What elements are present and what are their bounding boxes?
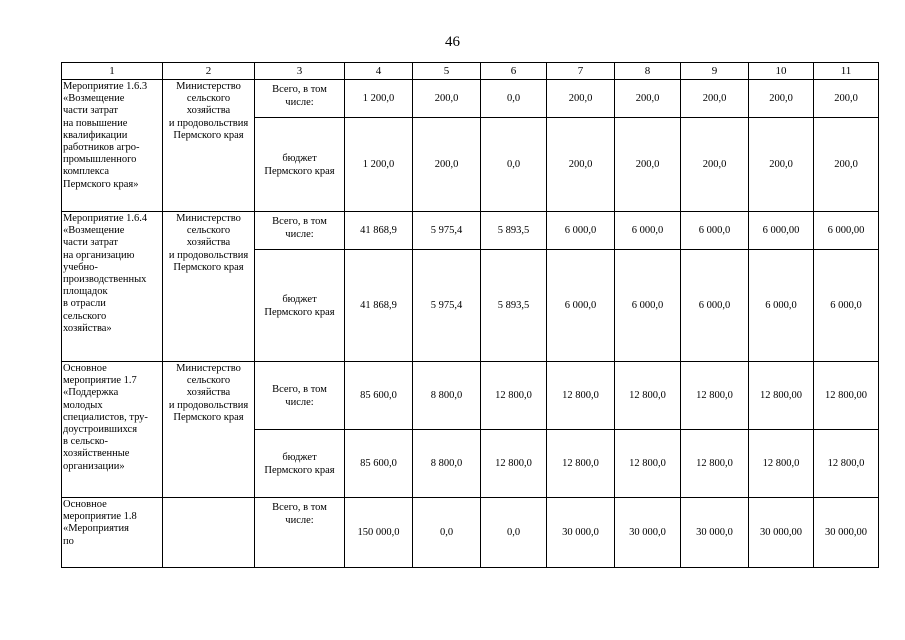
value-cell: 200,0 <box>749 118 814 212</box>
value-cell: 30 000,00 <box>814 498 879 568</box>
responsible-org-cell <box>163 498 255 568</box>
value-cell: 30 000,0 <box>547 498 615 568</box>
value-cell: 6 000,00 <box>749 212 814 250</box>
responsible-org-cell: Министерство сельского хозяйства и продовольствия Пермского края <box>163 212 255 362</box>
value-cell: 200,0 <box>681 118 749 212</box>
value-cell: 6 000,0 <box>749 250 814 362</box>
funding-source-cell: Всего, в том числе: <box>255 362 345 430</box>
value-cell: 200,0 <box>814 80 879 118</box>
value-cell: 85 600,0 <box>345 430 413 498</box>
value-cell: 200,0 <box>547 118 615 212</box>
table-row <box>62 212 879 250</box>
value-cell: 12 800,0 <box>814 430 879 498</box>
value-cell: 200,0 <box>413 80 481 118</box>
value-cell: 30 000,0 <box>615 498 681 568</box>
activity-name-cell: Основное мероприятие 1.7 «Поддержка молодых специалистов, тру- доустроившихся в сельско- хозяйственные организации» <box>62 362 163 498</box>
column-header: 1 <box>62 63 163 80</box>
column-header: 4 <box>345 63 413 80</box>
funding-source-cell: Всего, в том числе: <box>255 498 345 568</box>
value-cell: 6 000,0 <box>814 250 879 362</box>
value-cell: 150 000,0 <box>345 498 413 568</box>
funding-source-cell: бюджет Пермского края <box>255 118 345 212</box>
activity-name-cell: Основное мероприятие 1.8 «Мероприятия по <box>62 498 163 568</box>
value-cell: 8 800,0 <box>413 430 481 498</box>
value-cell: 6 000,0 <box>615 250 681 362</box>
value-cell: 200,0 <box>749 80 814 118</box>
column-header: 5 <box>413 63 481 80</box>
value-cell: 5 975,4 <box>413 250 481 362</box>
value-cell: 0,0 <box>481 80 547 118</box>
funding-source-cell: бюджет Пермского края <box>255 430 345 498</box>
value-cell: 200,0 <box>814 118 879 212</box>
column-header: 6 <box>481 63 547 80</box>
value-cell: 12 800,0 <box>615 430 681 498</box>
value-cell: 12 800,0 <box>547 430 615 498</box>
column-header: 11 <box>814 63 879 80</box>
table-row <box>62 362 879 430</box>
value-cell: 0,0 <box>481 118 547 212</box>
value-cell: 6 000,0 <box>615 212 681 250</box>
value-cell: 12 800,0 <box>681 362 749 430</box>
value-cell: 12 800,0 <box>615 362 681 430</box>
value-cell: 30 000,0 <box>681 498 749 568</box>
value-cell: 200,0 <box>413 118 481 212</box>
value-cell: 12 800,0 <box>481 430 547 498</box>
value-cell: 6 000,0 <box>547 212 615 250</box>
responsible-org-cell: Министерство сельского хозяйства и продовольствия Пермского края <box>163 80 255 212</box>
value-cell: 12 800,0 <box>681 430 749 498</box>
value-cell: 1 200,0 <box>345 118 413 212</box>
value-cell: 8 800,0 <box>413 362 481 430</box>
column-header: 2 <box>163 63 255 80</box>
value-cell: 85 600,0 <box>345 362 413 430</box>
value-cell: 6 000,0 <box>681 250 749 362</box>
value-cell: 0,0 <box>413 498 481 568</box>
value-cell: 41 868,9 <box>345 250 413 362</box>
column-header: 8 <box>615 63 681 80</box>
column-header: 10 <box>749 63 814 80</box>
value-cell: 200,0 <box>615 118 681 212</box>
value-cell: 5 975,4 <box>413 212 481 250</box>
value-cell: 6 000,0 <box>547 250 615 362</box>
column-header: 9 <box>681 63 749 80</box>
value-cell: 5 893,5 <box>481 212 547 250</box>
column-header: 7 <box>547 63 615 80</box>
activity-name-cell: Мероприятие 1.6.3 «Возмещение части затрат на повышение квалификации работников агро- промышленного комплекса Пермского края» <box>62 80 163 212</box>
value-cell: 200,0 <box>547 80 615 118</box>
value-cell: 12 800,0 <box>749 430 814 498</box>
value-cell: 12 800,00 <box>749 362 814 430</box>
activity-name-cell: Мероприятие 1.6.4 «Возмещение части затрат на организацию учебно- производственных площадок в отрасли сельского хозяйства» <box>62 212 163 362</box>
page-number: 46 <box>445 34 460 50</box>
value-cell: 1 200,0 <box>345 80 413 118</box>
value-cell: 0,0 <box>481 498 547 568</box>
funding-source-cell: Всего, в том числе: <box>255 80 345 118</box>
value-cell: 30 000,00 <box>749 498 814 568</box>
value-cell: 41 868,9 <box>345 212 413 250</box>
value-cell: 5 893,5 <box>481 250 547 362</box>
value-cell: 6 000,0 <box>681 212 749 250</box>
value-cell: 200,0 <box>615 80 681 118</box>
table-header-row <box>62 63 879 80</box>
value-cell: 12 800,00 <box>814 362 879 430</box>
value-cell: 12 800,0 <box>547 362 615 430</box>
funding-source-cell: Всего, в том числе: <box>255 212 345 250</box>
budget-table <box>61 62 879 568</box>
value-cell: 12 800,0 <box>481 362 547 430</box>
value-cell: 6 000,00 <box>814 212 879 250</box>
table-row <box>62 498 879 568</box>
value-cell: 200,0 <box>681 80 749 118</box>
column-header: 3 <box>255 63 345 80</box>
responsible-org-cell: Министерство сельского хозяйства и продовольствия Пермского края <box>163 362 255 498</box>
table-row <box>62 80 879 118</box>
funding-source-cell: бюджет Пермского края <box>255 250 345 362</box>
